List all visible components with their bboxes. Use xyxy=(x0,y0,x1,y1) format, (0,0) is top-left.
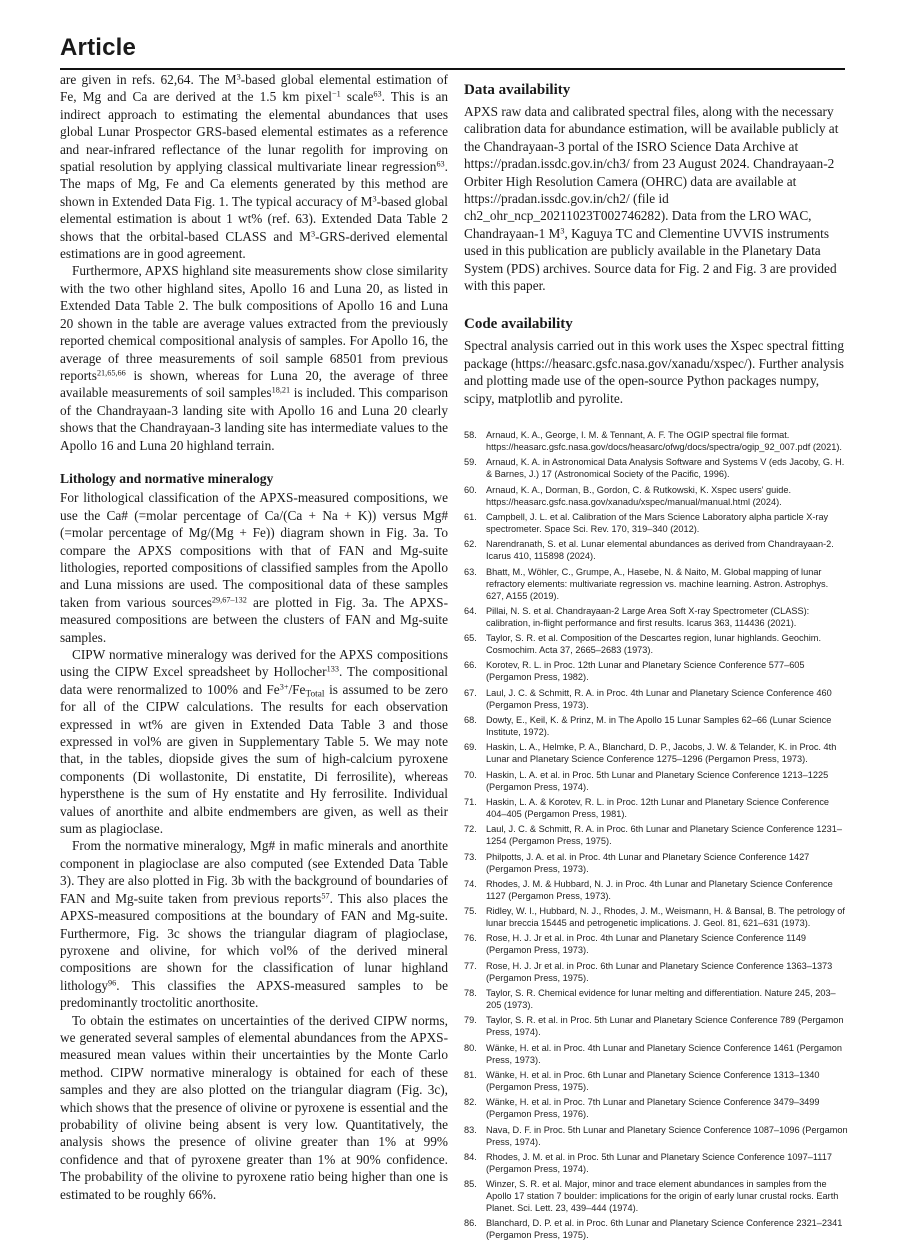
reference-item xyxy=(464,851,848,875)
reference-item xyxy=(464,429,848,453)
reference-number: 82. xyxy=(464,1097,477,1108)
reference-number: 59. xyxy=(464,457,477,468)
reference-number: 64. xyxy=(464,605,477,616)
reference-item xyxy=(464,823,848,847)
reference-text: Rhodes, J. M. et al. in Proc. 5th Lunar and Planetary Science Conference 1097–1117 (Pergamon Press, 1974). xyxy=(486,1151,832,1174)
reference-text: Bhatt, M., Wöhler, C., Grumpe, A., Hasebe, N. & Naito, M. Global mapping of lunar refractory elements: multivariate regression vs. machine learning. Astron. Astrophys. 627, A155 (2019). xyxy=(486,566,829,601)
reference-number: 77. xyxy=(464,960,477,971)
reference-item xyxy=(464,605,848,629)
paragraph-highland-comparison: Furthermore, APXS highland site measurements show close similarity with the two other highland sites, Apollo 16 and Luna 20, as listed in Extended Data Table 2. The bulk compositions of Apollo 16 and Luna 20 shown in the table are average values extracted from the previously reported chemical compositional analysis of samples. For Apollo 16, the average of three measurements of soil sample 68501 from previous reports$^{21,65,66}$ is shown, whereas for Luna 20, the average of three available measurements of soil samples$^{18,21}$ is included. This comparison of the Chandrayaan-3 landing site with Apollo 16 and Luna 20 clearly shows that the Chandrayaan-3 landing site has intermediate values to the Apollo 16 and Luna 20 highland terrain. xyxy=(60,263,448,453)
heading-lithology: Lithology and normative mineralogy xyxy=(60,470,274,486)
reference-item xyxy=(464,714,848,738)
paragraph-cipw: CIPW normative mineralogy was derived for the APXS compositions using the CIPW Excel spreadsheet by Hollocher$^{133}$. The compositional data were renormalized to 100% and $Fe^{3+}/Fe_{Total}$ is assumed to be zero for all of the CIPW calculations. The results for each observation expressed in wt% are given in Extended Data Table 3 and those expressed in vol% are given in Supplementary Table 5. We may note that, in the tables, diopside gives the sum of high-calcium pyroxene components (Di wollastonite, Di enstatite, Di ferrosilite), whereas hypersthene is the sum of Hy enstatite and Hy ferrosilite. Individual values of anorthite and albite endmembers are given, as well as their sum as plagioclase. xyxy=(60,647,448,837)
reference-text: Philpotts, J. A. et al. in Proc. 4th Lunar and Planetary Science Conference 1427 (Pergamon Press, 1973). xyxy=(486,851,810,874)
reference-item xyxy=(464,1069,848,1093)
reference-text: Laul, J. C. & Schmitt, R. A. in Proc. 4th Lunar and Planetary Science Conference 460 (Pergamon Press, 1973). xyxy=(486,687,832,710)
paragraph-uncertainties: To obtain the estimates on uncertainties of the derived CIPW norms, we generated several samples of elemental abundances from the APXS-measured mean values within their uncertainties by the Monte Carlo method. CIPW normative mineralogy is obtained for each of these samples and they are also plotted on the triangular diagram (Fig. 3c), which shows that the presence of olivine or pyroxene is essential and the probability of olivine being absent is very low. Quantitatively, the analysis shows the presence of olivine greater than 1% at 99% confidence and that of pyroxene greater than 1% at 90% confidence. The probability of the olivine to pyroxene ratio being higher than one is estimated to be roughly 66%. xyxy=(60,1012,448,1202)
reference-text: Haskin, L. A. et al. in Proc. 5th Lunar and Planetary Science Conference 1213–1225 (Pergamon Press, 1974). xyxy=(486,769,829,792)
reference-item xyxy=(464,1096,848,1120)
reference-text: Arnaud, K. A. in Astronomical Data Analysis Software and Systems V (eds Jacoby, G. H. & Barnes, J.) 17 (Astronomical Society of the Pacific, 1996). xyxy=(486,457,845,480)
reference-number: 61. xyxy=(464,511,477,522)
reference-item xyxy=(464,1042,848,1066)
reference-text: Blanchard, D. P. et al. in Proc. 6th Lunar and Planetary Science Conference 2321–2341 (Pergamon Press, 1975). xyxy=(486,1218,843,1241)
reference-number: 85. xyxy=(464,1179,477,1190)
reference-number: 60. xyxy=(464,484,477,495)
reference-text: Haskin, L. A. & Korotev, R. L. in Proc. 12th Lunar and Planetary Science Conference 404–405 (Pergamon Press, 1981). xyxy=(486,796,830,819)
reference-text: Rose, H. J. Jr et al. in Proc. 4th Lunar and Planetary Science Conference 1149 (Pergamon Press, 1973). xyxy=(486,933,807,956)
reference-text: Rose, H. J. Jr et al. in Proc. 6th Lunar and Planetary Science Conference 1363–1373 (Pergamon Press, 1975). xyxy=(486,960,833,983)
reference-number: 79. xyxy=(464,1015,477,1026)
heading-data-availability: Data availability xyxy=(464,82,571,98)
reference-text: Haskin, L. A., Helmke, P. A., Blanchard, D. P., Jacobs, J. W. & Telander, K. in Proc. 4th Lunar and Planetary Science Conference 1275–1296 (Pergamon Press, 1973). xyxy=(486,742,837,765)
reference-number: 71. xyxy=(464,796,477,807)
reference-text: Wänke, H. et al. in Proc. 4th Lunar and Planetary Science Conference 1461 (Pergamon Press, 1973). xyxy=(486,1042,842,1065)
reference-item xyxy=(464,456,848,480)
reference-item xyxy=(464,1014,848,1038)
right-column xyxy=(464,82,848,1245)
reference-item xyxy=(464,905,848,929)
reference-item xyxy=(464,659,848,683)
reference-number: 63. xyxy=(464,566,477,577)
reference-item xyxy=(464,960,848,984)
reference-item xyxy=(464,796,848,820)
left-column xyxy=(60,71,448,1203)
reference-text: Taylor, S. R. Chemical evidence for lunar melting and differentiation. Nature 245, 203–205 (1973). xyxy=(486,988,836,1011)
reference-text: Korotev, R. L. in Proc. 12th Lunar and Planetary Science Conference 577–605 (Pergamon Press, 1982). xyxy=(486,660,805,683)
reference-item xyxy=(464,932,848,956)
reference-number: 76. xyxy=(464,933,477,944)
reference-item xyxy=(464,687,848,711)
reference-number: 86. xyxy=(464,1218,477,1229)
reference-item xyxy=(464,538,848,562)
reference-item xyxy=(464,484,848,508)
reference-number: 84. xyxy=(464,1151,477,1162)
reference-text: Taylor, S. R. et al. in Proc. 5th Lunar and Planetary Science Conference 789 (Pergamon Press, 1974). xyxy=(486,1015,844,1038)
reference-text: Arnaud, K. A., George, I. M. & Tennant, A. F. The OGIP spectral file format. https://heasarc.gsfc.nasa.gov/docs/heasarc/ofwg/docs/spectra/ogip_92_007.pdf (2021). xyxy=(486,430,842,453)
reference-text: Wänke, H. et al. in Proc. 6th Lunar and Planetary Science Conference 1313–1340 (Pergamon Press, 1975). xyxy=(486,1069,820,1092)
reference-number: 66. xyxy=(464,660,477,671)
reference-text: Wänke, H. et al. in Proc. 7th Lunar and Planetary Science Conference 3479–3499 (Pergamon Press, 1976). xyxy=(486,1097,820,1120)
reference-item xyxy=(464,987,848,1011)
paragraph-lithology: For lithological classification of the APXS-measured compositions, we use the Ca# (=molar percentage of Ca/(Ca + Na + K)) versus Mg# (=molar percentage of Mg/(Mg + Fe)) diagram shown in Fig. 3a. To compare the APXS compositions with that of FAN and Mg-suite lithologies, reported compositions of classified samples from the Apollo and Luna missions are used. The compositional data of these samples taken from various sources$^{29,67-132}$ are plotted in Fig. 3a. The APXS-measured compositions are between the clusters of FAN and Mg-suite samples. xyxy=(60,490,448,645)
reference-number: 75. xyxy=(464,906,477,917)
reference-text: Ridley, W. I., Hubbard, N. J., Rhodes, J. M., Weismann, H. & Bansal, B. The petrology of lunar breccia 15445 and petrogenetic implications. J. Geol. 81, 621–631 (1973). xyxy=(486,906,845,929)
reference-item xyxy=(464,1178,848,1214)
reference-number: 68. xyxy=(464,715,477,726)
header-rule xyxy=(60,68,845,70)
reference-item xyxy=(464,1151,848,1175)
reference-number: 65. xyxy=(464,633,477,644)
reference-text: Arnaud, K. A., Dorman, B., Gordon, C. & Rutkowski, K. Xspec users' guide. https://heasarc.gsfc.nasa.gov/xanadu/xspec/manual/manual.html (2024). xyxy=(486,484,792,507)
reference-item xyxy=(464,1124,848,1148)
reference-text: Pillai, N. S. et al. Chandrayaan-2 Large Area Soft X-ray Spectrometer (CLASS): calibration, in-flight performance and first results. Icarus 363, 114436 (2021). xyxy=(486,605,810,628)
reference-number: 80. xyxy=(464,1042,477,1053)
reference-item xyxy=(464,769,848,793)
data-availability-text: APXS raw data and calibrated spectral files, along with the necessary calibration data for abundance estimation, will be available publicly at the Chandrayaan-3 portal of the ISRO Science Data Archive at https://pradan.issdc.gov.in/ch3/ from 23 August 2024. Chandrayaan-2 Orbiter High Resolution Camera (OHRC) data are available at https://pradan.issdc.gov.in/ch2/ (file id ch2_ohr_ncp_20211023T002746282). Data from the LRO WAC, Chandrayaan-1 $M^3$, Kaguya TC and Clementine UVVIS instruments used in this publication are publicly available in the Planetary Data System (PDS) archives. Source data for Fig. 2 and Fig. 3 are provided with this paper. xyxy=(464,104,839,294)
section-label: Article xyxy=(60,34,137,61)
reference-number: 83. xyxy=(464,1124,477,1135)
reference-item xyxy=(464,741,848,765)
reference-number: 73. xyxy=(464,851,477,862)
reference-text: Laul, J. C. & Schmitt, R. A. in Proc. 6th Lunar and Planetary Science Conference 1231–1254 (Pergamon Press, 1975). xyxy=(486,824,842,847)
reference-text: Dowty, E., Keil, K. & Prinz, M. in The Apollo 15 Lunar Samples 62–66 (Lunar Science Institute, 1972). xyxy=(486,715,832,738)
reference-item xyxy=(464,566,848,602)
reference-number: 67. xyxy=(464,687,477,698)
reference-number: 81. xyxy=(464,1069,477,1080)
reference-item xyxy=(464,632,848,656)
reference-number: 69. xyxy=(464,742,477,753)
reference-text: Rhodes, J. M. & Hubbard, N. J. in Proc. 4th Lunar and Planetary Science Conference 1127 (Pergamon Press, 1973). xyxy=(486,878,833,901)
reference-item xyxy=(464,511,848,535)
reference-text: Nava, D. F. in Proc. 5th Lunar and Planetary Science Conference 1087–1096 (Pergamon Press, 1974). xyxy=(486,1124,848,1147)
reference-text: Narendranath, S. et al. Lunar elemental abundances as derived from Chandrayaan-2. Icarus 410, 115898 (2024). xyxy=(486,539,834,562)
reference-number: 72. xyxy=(464,824,477,835)
reference-text: Taylor, S. R. et al. Composition of the Descartes region, lunar highlands. Geochim. Cosmochim. Acta 37, 2665–2683 (1973). xyxy=(486,633,821,656)
reference-number: 78. xyxy=(464,988,477,999)
reference-item xyxy=(464,1217,848,1241)
code-availability-text: Spectral analysis carried out in this work uses the Xspec spectral fitting package (https://heasarc.gsfc.nasa.gov/xanadu/xspec/). Further analysis and plotting made use of the open-source Python packages numpy, scipy, matplotlib and pyrolite. xyxy=(464,338,844,406)
paragraph-elemental-maps: are given in refs. 62,64. The $M^3$-based global elemental estimation of Fe, Mg and Ca are derived at the 1.5 km pixel$^{-1}$ scale$^{63}$. This is an indirect approach to estimating the elemental abundances that uses global Lunar Prospector GRS-based elemental estimates as a reference and near-infrared reflectance of the lunar regolith for improving on spatial resolution by applying classical multivariate linear regression$^{63}$. The maps of Mg, Fe and Ca elements generated by this method are shown in Extended Data Fig. 1. The typical accuracy of $M^3$-based global elemental estimation is about 1 wt% (ref. 63). Extended Data Table 2 shows that the orbital-based CLASS and $M^3-GRS$-derived elemental estimations are in good agreement. xyxy=(60,72,448,262)
reference-list xyxy=(464,429,848,1241)
paragraph-normative-mineralogy: From the normative mineralogy, Mg# in mafic minerals and anorthite component in plagioclase are also computed (see Extended Data Table 3). They are also plotted in Fig. 3b with the background of boundaries of FAN and Mg-suite taken from previous reports$^{57}$. This also places the APXS-measured compositions at the boundary of FAN and Mg-suite. Furthermore, Fig. 3c shows the triangular diagram of plagioclase, pyroxene and olivine, for which vol% of the derived mineral compositions are shown for the classification of lunar highland lithology$^{96}$. This classifies the APXS-measured samples to be predominantly troctolitic anorthosite. xyxy=(60,838,448,1011)
reference-number: 62. xyxy=(464,539,477,550)
reference-text: Campbell, J. L. et al. Calibration of the Mars Science Laboratory alpha particle X-ray spectrometer. Space Sci. Rev. 170, 319–340 (2012). xyxy=(486,511,829,534)
reference-number: 58. xyxy=(464,430,477,441)
heading-code-availability: Code availability xyxy=(464,316,573,333)
reference-number: 74. xyxy=(464,878,477,889)
reference-text: Winzer, S. R. et al. Major, minor and trace element abundances in samples from the Apollo 17 station 7 boulder: implications for the origin of early lunar crustal rocks. Earth Planet. Sci. Lett. 23, 439–444 (1974). xyxy=(486,1179,839,1214)
reference-item xyxy=(464,878,848,902)
reference-number: 70. xyxy=(464,769,477,780)
